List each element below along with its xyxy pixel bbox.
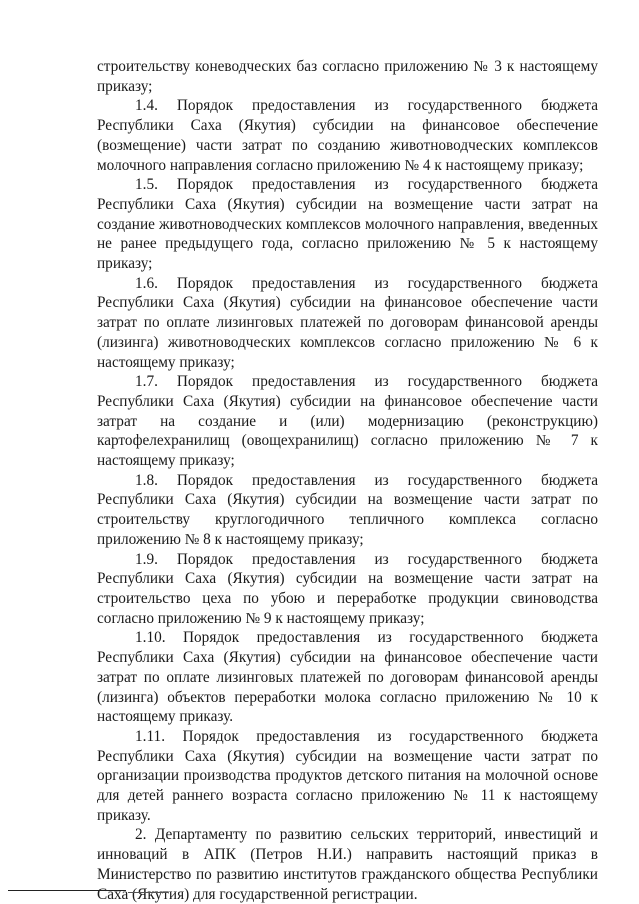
footer-divider-line xyxy=(8,890,126,891)
paragraph-1-10: 1.10. Порядок предоставления из государственного бюджета Республики Саха (Якутия) субсидии на финансовое обеспечение части затрат по оплате лизинговых платежей по договорам финансовой аренды (лизинга) объектов переработки молока согласно приложению № 10 к настоящему приказу. xyxy=(97,629,598,726)
paragraph-1-6: 1.6. Порядок предоставления из государственного бюджета Республики Саха (Якутия) субсидии на финансовое обеспечение части затрат по оплате лизинговых платежей по договорам финансовой аренды (лизинга) животноводческих комплексов согласно приложению № 6 к настоящему приказу; xyxy=(97,274,598,371)
document-body xyxy=(97,57,598,904)
paragraph-1-5: 1.5. Порядок предоставления из государственного бюджета Республики Саха (Якутия) субсидии на возмещение части затрат на создание животноводческих комплексов молочного направления, введенных не ранее предыдущего года, согласно приложению № 5 к настоящему приказу; xyxy=(97,176,598,273)
paragraph-1-9: 1.9. Порядок предоставления из государственного бюджета Республики Саха (Якутия) субсидии на возмещение части затрат на строительство цеха по убою и переработке продукции свиноводства согласно приложению № 9 к настоящему приказу; xyxy=(97,550,598,627)
paragraph-2: 2. Департаменту по развитию сельских территорий, инвестиций и инноваций в АПК (Петров Н.И.) направить настоящий приказ в Министерство по развитию институтов гражданского общества Республики Саха (Якутия) для государственной регистрации. xyxy=(97,826,598,903)
paragraph-1-7: 1.7. Порядок предоставления из государственного бюджета Республики Саха (Якутия) субсидии на финансовое обеспечение части затрат на создание и (или) модернизацию (реконструкцию) картофелехранилищ (овощехранилищ) согласно приложению № 7 к настоящему приказу; xyxy=(97,373,598,470)
paragraph-1-4: 1.4. Порядок предоставления из государственного бюджета Республики Саха (Якутия) субсидии на финансовое обеспечение (возмещение) части затрат по созданию животноводческих комплексов молочного направления согласно приложению № 4 к настоящему приказу; xyxy=(97,97,598,174)
paragraph-1-11: 1.11. Порядок предоставления из государственного бюджета Республики Саха (Якутия) субсидии на возмещение части затрат по организации производства продуктов детского питания на молочной основе для детей раннего возраста согласно приложению № 11 к настоящему приказу. xyxy=(97,727,598,824)
paragraph-1-8: 1.8. Порядок предоставления из государственного бюджета Республики Саха (Якутия) субсидии на возмещение части затрат по строительству круглогодичного тепличного комплекса согласно приложению № 8 к настоящему приказу; xyxy=(97,471,598,548)
footer-divider-line-short xyxy=(128,892,168,893)
paragraph-continuation: строительству коневодческих баз согласно приложению № 3 к настоящему приказу; xyxy=(97,58,598,95)
